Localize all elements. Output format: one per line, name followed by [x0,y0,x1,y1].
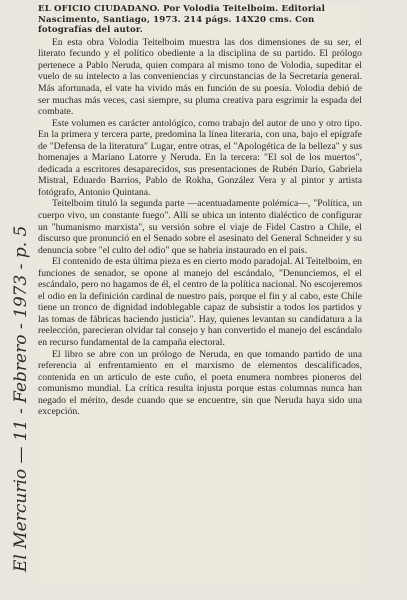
newspaper-clipping [38,4,362,584]
handwritten-annotation-text: El Mercurio — 11 - Febrero - 1973 - p. 5 [11,225,31,572]
handwritten-annotation [8,60,34,580]
article-paragraph-2: Este volumen es carácter antológico, como trabajo del autor de uno y otro tipo. En la primera y tercera parte, predomina la línea literaria, con una, bajo el epígrafe de "Defensa de la literatura" Lugar, entre otras, el "Apologética de la belleza" y sus homenajes a Mariano Latorre y Neruda. En la tercera: "El sol de los muertos", dedicada a escritores desaparecidos, sus presentaciones de Rubén Darío, Gabriela Mistral, Eduardo Barrios, Pablo de Rokha, González Vera y al pintor y artista fotógrafo, Antonio Quintana. [38,117,362,198]
article-paragraph-3: Teitelboim tituló la segunda parte —acentuadamente polémica—, "Política, un cuerpo vivo, un constante fuego". Allí se ubica un intento dialéctico de configurar un "humanismo marxista", su versión sobre el viaje de Fidel Castro a Chile, el discurso que pronunció en el Senado sobre el asesinato del General Schneider y su denuncia sobre "el culto del odio" que se habría instaurado en el país. [38,198,362,256]
article-headline: EL OFICIO CIUDADANO. Por Volodia Teitelboim. Editorial Nascimento, Santiago, 1973. 214 págs. 14X20 cms. Con fotografías del autor. [38,4,326,36]
article-paragraph-1: En esta obra Volodia Teitelboim muestra las dos dimensiones de su ser, el literato fecundo y el político obediente a la disciplina de su partido. El prólogo pertenece a Pablo Neruda, quien compara al mismo tono de Volodia, supeditar el vuelo de su intelecto a las conveniencias y circunstancias de la Secretaría general. Más afortunada, el vate ha vivido más en función de su poesía. Volodia debió de ser muchas más veces, casi siempre, su pluma creativa para esgrimir la espada del combate. [38,36,362,118]
article-paragraph-5: El libro se abre con un prólogo de Neruda, en que tomando partido de una referencia al enfrentamiento en el marxismo de elementos descalificados, contenida en un artículo de este cuño, el poeta enumera nombres pioneros del comunismo mundial. La crítica resulta injusta porque estas columnas nunca han negado el mérito, desde cuando que se encuentre, sin que Neruda haya sido una excepción. [38,348,362,418]
article-paragraph-4: El contenido de esta última pieza es en cierto modo paradojal. Al Teitelboim, en funciones de senador, se opone al manejo del escándalo, "Denunciemos, el el escándalo, pero no hagamos de él, el centro de la política nacional. No escojeremos el odio en la definición cardinal de nuestro país, porque el fin y al cabo, este Chile tiene un tronco de dignidad indoblegable capaz de subsistir a todos los partidos y las tomas de fábricas haciendo justicia". Hay, quienes levantan su candidatura a la reelección, parecieran olvidar tal consejo y han convertido el manejo del escándalo en recurso fundamental de la campaña electoral. [38,256,362,348]
